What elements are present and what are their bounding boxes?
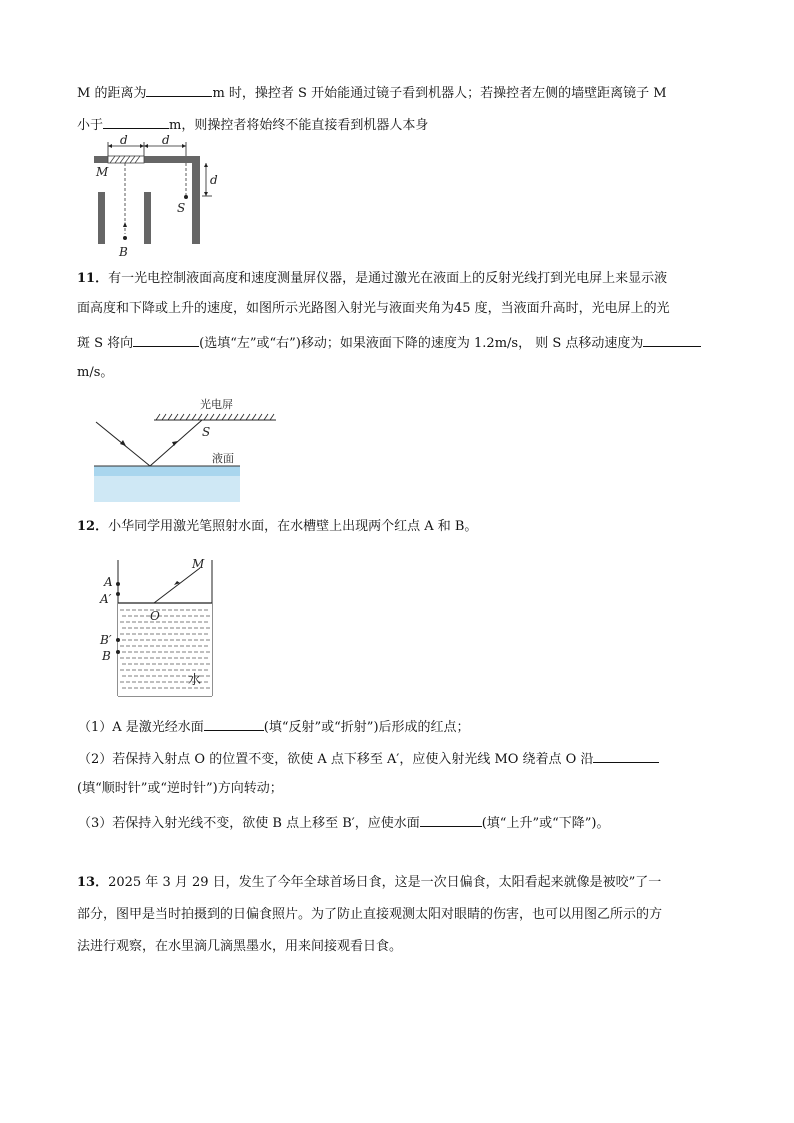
q10-label-M: M (96, 165, 109, 179)
q12-p2-cont: (填“顺时针”或“逆时针”)方向转动； (77, 781, 283, 796)
q12-label-B: B (102, 649, 111, 663)
q11-line1: 11．有一光电控制液面高度和速度测量屏仪器，是通过激光在液面上的反射光线打到光电屏上来显示液 (77, 271, 668, 286)
q12-label-M: M (192, 557, 205, 571)
q12-label-A2: A′ (100, 592, 112, 606)
q11-label-surface: 液面 (212, 452, 234, 465)
q12-label-B2: B′ (100, 633, 112, 647)
q10-post-left (98, 192, 105, 244)
q12-blank3[interactable] (420, 812, 482, 827)
q13-line3: 法进行观察，在水里滴几滴黑墨水，用来间接观看日食。 (77, 939, 403, 954)
q12-line1: 12．小华同学用激光笔照射水面，在水槽壁上出现两个红点 A 和 B。 (77, 519, 478, 534)
q10-label-S: S (177, 201, 186, 215)
q11-label-S: S (202, 425, 211, 439)
q11-line3: 斑 S 将向 (选填“左”或“右”)移动；如果液面下降的速度为 1.2m/s， 则 S 点移动速度为 (77, 332, 701, 353)
q12-figure (96, 556, 226, 702)
q10-label-d3: d (210, 173, 218, 187)
q10-blank2[interactable] (103, 114, 169, 129)
q12-label-water: 水 (188, 673, 202, 688)
q10-label-d2: d (162, 133, 170, 147)
q10-right-wall (192, 156, 200, 244)
q12-p3: （3）若保持入射光线不变，欲使 B 点上移至 B′，应使水面 (填“上升”或“下降”)。 (78, 812, 609, 833)
q11-line4: m/s。 (77, 365, 114, 380)
q10-line2: 小于 m，则操控者将始终不能直接看到机器人本身 (77, 114, 428, 135)
q10-label-d1: d (120, 133, 128, 147)
q12-p2: （2）若保持入射点 O 的位置不变，欲使 A 点下移至 A′，应使入射光线 MO 绕着点 O 沿 (78, 748, 659, 769)
q13-line1: 13．2025 年 3 月 29 日，发生了今年全球首场日食，这是一次日偏食，太阳看起来就像是被咬”了一 (77, 875, 662, 890)
q10-label-B: B (119, 245, 128, 259)
q12-label-O: O (150, 609, 160, 623)
q10-figure (90, 134, 220, 264)
q11-figure (90, 394, 290, 504)
q13-line2: 部分，图甲是当时拍摄到的日偏食照片。为了防止直接观测太阳对眼睛的伤害，也可以用图乙所示的方 (77, 907, 663, 922)
q10-blank1[interactable] (146, 82, 212, 97)
q12-p1: （1）A 是激光经水面 (填“反射”或“折射”)后形成的红点； (78, 716, 470, 737)
q11-label-screen: 光电屏 (200, 398, 233, 411)
q12-blank2[interactable] (593, 748, 659, 763)
q11-blank1[interactable] (133, 332, 199, 347)
q12-label-A: A (104, 575, 113, 589)
q12-blank1[interactable] (204, 716, 264, 731)
q11-blank2[interactable] (643, 332, 701, 347)
q10-line1: M 的距离为 m 时，操控者 S 开始能通过镜子看到机器人；若操控者左侧的墙壁距离镜子 M (77, 82, 667, 103)
q11-line2: 面高度和下降或上升的速度，如图所示光路图入射光与液面夹角为45 度，当液面升高时，光电屏上的光 (77, 301, 670, 316)
q10-post-mid (144, 192, 151, 244)
